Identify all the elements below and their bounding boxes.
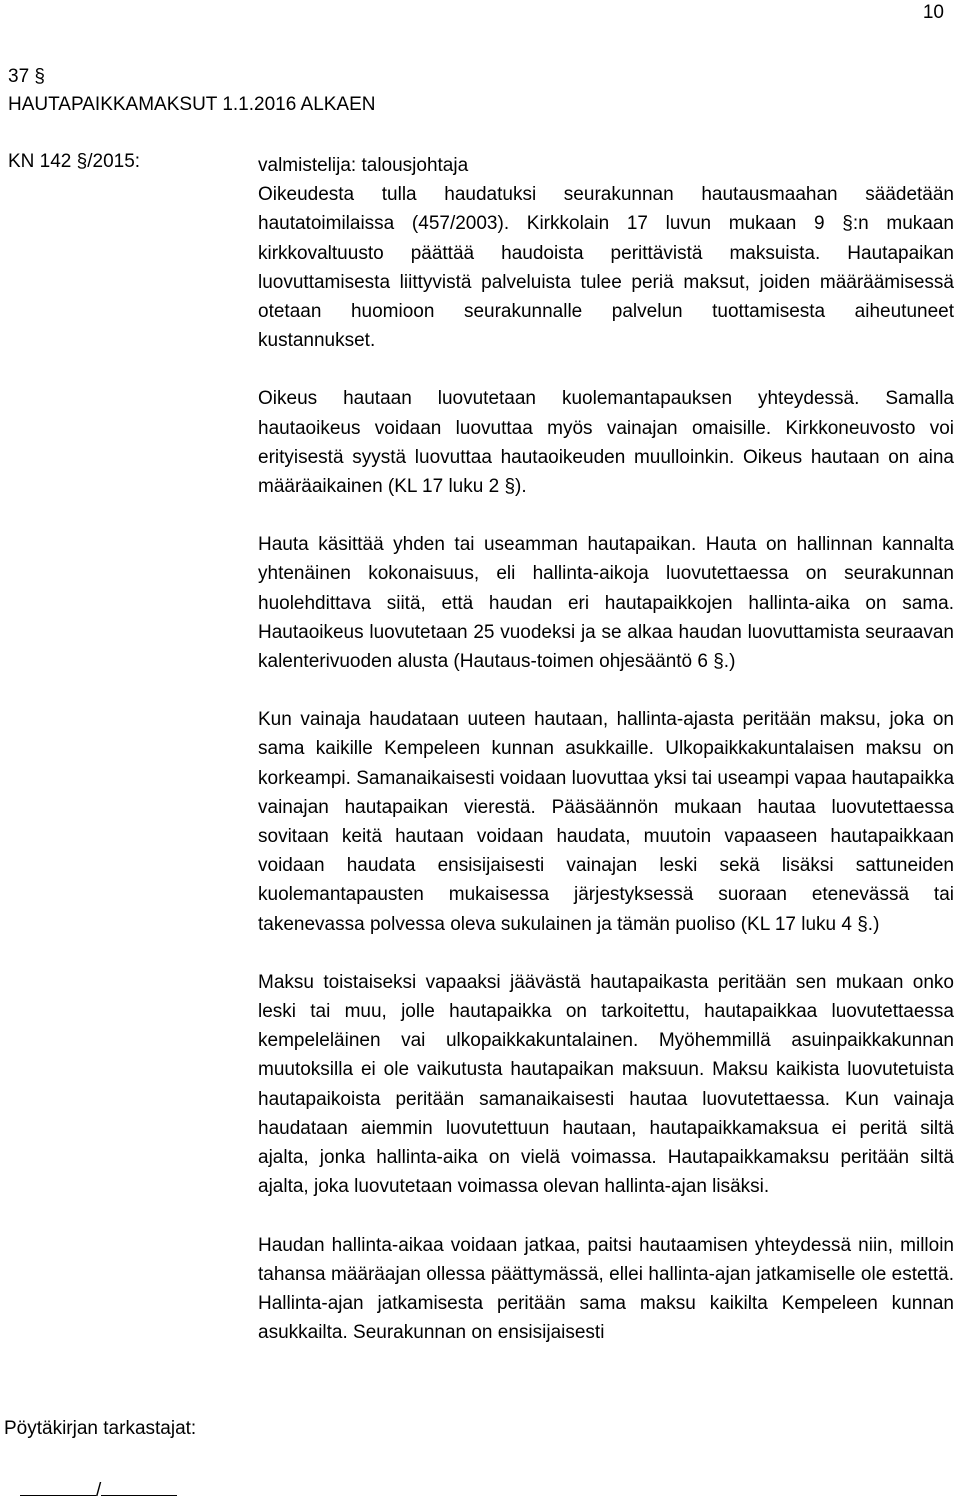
signature-line — [20, 1475, 177, 1503]
signature-separator: / — [96, 1480, 102, 1501]
page-number: 10 — [922, 2, 944, 23]
signature-blank-right — [101, 1475, 177, 1496]
paragraph-burial-fee: Kun vainaja haudataan uuteen hautaan, hallinta-ajasta peritään maksu, joka on sama kaikille Kempeleen kunnan asukkaille. Ulkopaikkakuntalaisen maksu on korkeampi. Samanaikaisesti voidaan luovuttaa yksi tai useampi vapaa hautapaikka vainajan hautapaikan vierestä. Pääsäännön mukaan hautaa luovutettaessa sovitaan keitä hautaan voidaan haudata, muutoin vapaaseen hautapaikkaan voidaan haudata ensisijaisesti vainajan leski sekä lisäksi sattuneiden kuolemantapausten mukaisessa järjestyksessä suoraan etenevässä tai takenevassa polvessa oleva sukulainen ja tämän puoliso (KL 17 luku 4 §.) — [258, 709, 955, 935]
preparer-line: valmistelija: talousjohtaja — [258, 155, 469, 176]
section-title: HAUTAPAIKKAMAKSUT 1.1.2016 ALKAEN — [8, 94, 376, 115]
signature-blank-left — [20, 1475, 96, 1496]
paragraph-grave-right: Oikeus hautaan luovutetaan kuolemantapauksen yhteydessä. Samalla hautaoikeus voidaan luovuttaa myös vainajan omaisille. Kirkkoneuvosto voi erityisestä syystä luovuttaa hautaoikeuden muulloinkin. Oikeus hautaan on aina määräaikainen (KL 17 luku 2 §). — [258, 388, 954, 498]
document-body — [258, 151, 954, 1347]
decision-reference: KN 142 §/2015: — [8, 151, 141, 172]
section-number: 37 § — [8, 66, 45, 87]
paragraph-legal-basis: Oikeudesta tulla haudatuksi seurakunnan hautausmaahan säädetään hautatoimilaissa (457/2003). Kirkkolain 17 luvun mukaan 9 §:n mukaan kirkkovaltuusto päättää haudoista perittävistä maksuista. Hautapaikan luovuttamisesta liittyvistä palveluista tulee periä maksut, joiden määräämisessä otetaan huomioon seurakunnalle palvelun tuottamisesta aiheutuneet kustannukset. — [258, 184, 954, 352]
paragraph-extension: Haudan hallinta-aikaa voidaan jatkaa, paitsi hautaamisen yhteydessä niin, milloin tahansa määräajan ollessa päättymässä, ellei hallinta-ajan jatkamiselle ole estettä. Hallinta-ajan jatkamisesta peritään sama maksu kaikilta Kempeleen kunnan asukkailta. Seurakunnan on ensisijaisesti — [258, 1234, 954, 1344]
reviewers-label: Pöytäkirjan tarkastajat: — [4, 1418, 197, 1439]
paragraph-grave-definition: Hauta käsittää yhden tai useamman hautapaikan. Hauta on hallinnan kannalta yhtenäinen kokonaisuus, eli hallinta-aikoja luovutettaessa on seurakunnan huolehdittava siitä, että haudan eri hautapaikkojen hallinta-aika on sama. Hautaoikeus luovutetaan 25 vuodeksi ja se alkaa haudan luovuttamista seuraavan kalenterivuoden alusta (Hautaus-toimen ohjesääntö 6 §.) — [258, 534, 954, 673]
paragraph-vacant-plot-fee: Maksu toistaiseksi vapaaksi jäävästä hautapaikasta peritään sen mukaan onko leski tai muu, jolle hautapaikka on tarkoitettu, hautapaikkaa luovutettaessa kempeleläinen vai ulkopaikkakuntalainen. Myöhemmillä asuinpaikkakunnan muutoksilla ei ole vaikutusta hautapaikan maksuun. Maksu kaikista luovutetuista hautapaikoista peritään samanaikaisesti hautaa luovutettaessa. Kun vainaja haudataan aiemmin luovutettuun hautaan, hautapaikkamaksua ei peritä siltä ajalta, jonka hallinta-aika on vielä voimassa. Hautapaikkamaksu peritään siltä ajalta, joka luovutetaan voimassa olevan hallinta-ajan lisäksi. — [258, 971, 954, 1198]
